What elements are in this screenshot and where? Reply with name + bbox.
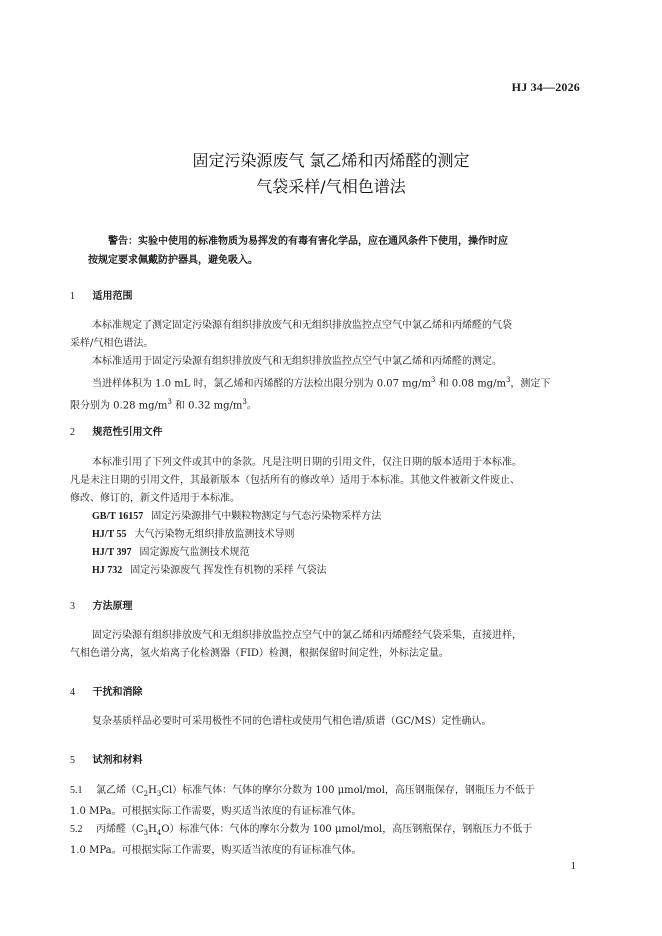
section-5-body	[70, 782, 592, 860]
text-run: ，测定下	[510, 378, 551, 390]
subscript: 4	[156, 829, 162, 837]
paragraph-line	[70, 371, 592, 393]
text-run: H	[148, 785, 157, 796]
section-number: 2	[70, 427, 75, 438]
reference-item	[70, 562, 592, 580]
subscript: 2	[143, 790, 149, 798]
paragraph-line: 修改、修订的，新文件适用于本标准。	[70, 493, 240, 504]
text-run: 限分别为 0.28 mg/m	[70, 400, 168, 412]
text-run: 氯乙烯（C	[96, 785, 144, 796]
reference-code: HJ/T 397	[92, 547, 132, 558]
text-run: 当进样体积为 1.0 mL 时，氯乙烯和丙烯醛的方法检出限分别为 0.07 mg/m	[92, 378, 431, 390]
text-run: 和 0.32 mg/m	[171, 400, 243, 412]
text-run: 和 0.08 mg/m	[435, 378, 506, 390]
section-title: 方法原理	[92, 601, 133, 612]
warning-notice	[88, 232, 588, 270]
list-item	[70, 782, 592, 803]
section-number: 5	[70, 755, 75, 766]
section-number: 1	[70, 291, 75, 302]
section-2-body	[70, 454, 592, 580]
reference-title: 大气污染物无组织排放监测技术导则	[134, 529, 295, 540]
reference-code: HJ 732	[92, 565, 123, 576]
reference-item	[70, 544, 592, 562]
standard-code: HJ 34—2026	[511, 80, 580, 94]
paragraph-line	[70, 393, 592, 415]
item-number: 5.1	[70, 785, 83, 796]
text-run: H	[148, 824, 157, 835]
paragraph-line: 1.0 MPa。可根据实际工作需要，购买适当浓度的有证标准气体。	[70, 845, 362, 856]
reference-title: 固定污染源排气中颗粒物测定与气态污染物采样方法	[151, 511, 382, 522]
section-title: 试剂和材料	[92, 755, 143, 766]
warning-line1: 警告：实验中使用的标准物质为易挥发的有毒有害化学品，应在通风条件下使用，操作时应	[108, 236, 508, 247]
list-item	[70, 821, 592, 842]
document-title-line1: 固定污染源废气 氯乙烯和丙烯醛的测定	[192, 151, 470, 170]
section-3-heading	[70, 597, 132, 612]
section-4-heading	[70, 683, 142, 698]
superscript: 3	[505, 376, 511, 384]
document-title-line2: 气袋采样/气相色谱法	[256, 177, 406, 196]
section-number: 4	[70, 687, 75, 698]
paragraph-line: 固定污染源有组织排放废气和无组织排放监控点空气中的氯乙烯和丙烯醛经气袋采集，直接进样，	[92, 630, 522, 641]
section-title: 干扰和消除	[92, 687, 143, 698]
superscript: 3	[167, 398, 172, 407]
reference-code: GB/T 16157	[92, 511, 144, 522]
paragraph-line: 本标准引用了下列文件或其中的条款。凡是注明日期的引用文件，仅注日期的版本适用于本标准。	[92, 457, 522, 468]
section-title: 适用范围	[92, 291, 133, 302]
reference-code: HJ/T 55	[92, 529, 127, 540]
text-run: O）标准气体：气体的摩尔分数为 100 μmol/mol，高压钢瓶保存，钢瓶压力不低于	[161, 824, 533, 835]
section-title: 规范性引用文件	[92, 427, 163, 438]
section-5-heading	[70, 751, 142, 766]
reference-item	[70, 526, 592, 544]
reference-title: 固定源废气监测技术规范	[139, 547, 250, 558]
warning-line2: 按规定要求佩戴防护器具，避免吸入。	[88, 255, 258, 266]
subscript: 3	[143, 829, 149, 837]
paragraph-line: 复杂基质样品必要时可采用极性不同的色谱柱或使用气相色谱/质谱（GC/MS）定性确认。	[92, 716, 492, 727]
reference-title: 固定污染源废气 挥发性有机物的采样 气袋法	[130, 565, 327, 576]
text-run: Cl）标准气体：气体的摩尔分数为 100 μmol/mol，高压钢瓶保存，钢瓶压力不低于	[161, 785, 535, 796]
superscript: 3	[242, 398, 247, 407]
paragraph-line: 本标准适用于固定污染源有组织排放废气和无组织排放监控点空气中氯乙烯和丙烯醛的测定。	[92, 356, 502, 367]
superscript: 3	[430, 376, 436, 384]
section-4-body	[70, 713, 592, 731]
subscript: 3	[156, 790, 162, 798]
paragraph-line: 凡是未注日期的引用文件，其最新版本（包括所有的修改单）适用于本标准。其他文件被新文件废止、	[70, 475, 520, 486]
section-1-body	[70, 317, 592, 416]
paragraph-line: 气相色谱分离，氢火焰离子化检测器（FID）检测，根据保留时间定性，外标法定量。	[70, 648, 449, 659]
text-run: 丙烯醛（C	[96, 824, 144, 835]
reference-item	[70, 508, 592, 526]
paragraph-line: 1.0 MPa。可根据实际工作需要，购买适当浓度的有证标准气体。	[70, 806, 362, 817]
page-number: 1	[570, 860, 576, 872]
paragraph-line: 本标准规定了测定固定污染源有组织排放废气和无组织排放监控点空气中氯乙烯和丙烯醛的气袋	[92, 320, 512, 331]
section-1-heading	[70, 287, 132, 302]
item-number: 5.2	[70, 824, 83, 835]
section-3-body	[70, 627, 592, 663]
section-2-heading	[70, 423, 162, 438]
paragraph-line: 采样/气相色谱法。	[70, 338, 154, 349]
section-number: 3	[70, 601, 75, 612]
text-run: 。	[246, 400, 257, 412]
